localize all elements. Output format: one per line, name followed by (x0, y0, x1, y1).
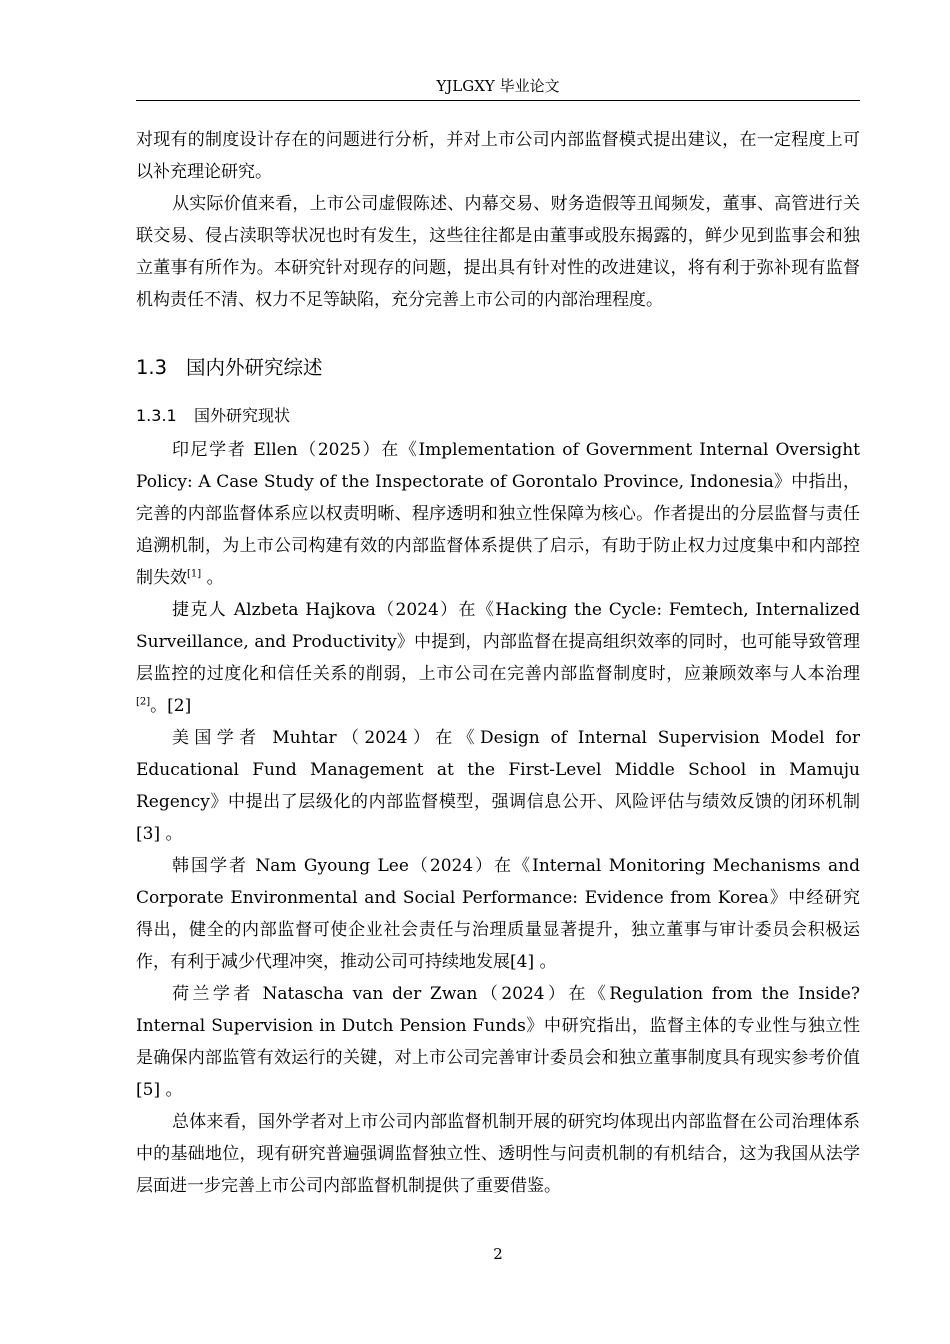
paragraph-summary: 总体来看，国外学者对上市公司内部监督机制开展的研究均体现出内部监督在公司治理体系中的基础地位，现有研究普遍强调监督独立性、透明性与问责机制的有机结合，这为我国从法学层面进一步完善上市公司内部监督机制提供了重要借鉴。 (136, 1112, 860, 1196)
page-header: YJLGXY 毕业论文 (436, 77, 560, 95)
citation-1: [1] (187, 568, 202, 580)
citation-2: [2] (136, 696, 151, 708)
document-body (136, 124, 860, 1202)
paragraph-ellen-tail: 。 (201, 568, 224, 588)
section-number: 1.3 (136, 356, 168, 379)
paragraph-ellen (136, 434, 860, 594)
section-heading (136, 354, 860, 382)
paragraph-ellen-text: 印尼学者 Ellen（2025）在《Implementation of Government Internal Oversight Policy: A Case Study of the Inspectorate of Gorontalo Province, Indonesia》中指出，完善的内部监督体系应以权责明晰、程序透明和独立性保障为核心。作者提出的分层监督与责任追溯机制，为上市公司构建有效的内部监督体系提供了启示，有助于防止权力过度集中和内部控制失效 (136, 440, 860, 588)
subsection-heading (136, 402, 860, 430)
paragraph-intro-continued: 对现有的制度设计存在的问题进行分析，并对上市公司内部监督模式提出建议，在一定程度上可以补充理论研究。 (136, 130, 860, 182)
paragraph-practical-value: 从实际价值来看，上市公司虚假陈述、内幕交易、财务造假等丑闻频发，董事、高管进行关联交易、侵占渎职等状况也时有发生，这些往往都是由董事或股东揭露的，鲜少见到监事会和独立董事有所作为。本研究针对现存的问题，提出具有针对性的改进建议，将有利于弥补现有监督机构责任不清、权力不足等缺陷，充分完善上市公司的内部治理程度。 (136, 194, 860, 310)
paragraph-hajkova-text: 捷克人 Alzbeta Hajkova（2024）在《Hacking the Cycle: Femtech, Internalized Surveillance, and Productivity》中提到，内部监督在提高组织效率的同时，也可能导致管理层监控的过度化和信任关系的削弱，上市公司在完善内部监督制度时，应兼顾效率与人本治理 (136, 600, 860, 684)
header-divider (136, 100, 860, 101)
paragraph-van-der-zwan: 荷兰学者 Natascha van der Zwan（2024）在《Regulation from the Inside? Internal Supervision in Dutch Pension Funds》中研究指出，监督主体的专业性与独立性是确保内部监管有效运行的关键，对上市公司完善审计委员会和独立董事制度具有现实参考价值[5] 。 (136, 984, 860, 1100)
paragraph-hajkova (136, 594, 860, 722)
paragraph-nam-gyoung-lee: 韩国学者 Nam Gyoung Lee（2024）在《Internal Monitoring Mechanisms and Corporate Environmental and Social Performance: Evidence from Korea》中经研究得出，健全的内部监督可使企业社会责任与治理质量显著提升，独立董事与审计委员会积极运作，有利于减少代理冲突，推动公司可持续地发展[4] 。 (136, 856, 860, 972)
page-number: 2 (493, 1245, 503, 1263)
subsection-title: 国外研究现状 (194, 406, 291, 425)
paragraph-muhtar: 美国学者 Muhtar（2024）在《Design of Internal Supervision Model for Educational Fund Management at the First-Level Middle School in Mamuju Regency》中提出了层级化的内部监督模型，强调信息公开、风险评估与绩效反馈的闭环机制[3] 。 (136, 728, 860, 844)
section-title: 国内外研究综述 (186, 356, 323, 379)
paragraph-hajkova-tail: 。[2] (150, 696, 192, 716)
subsection-number: 1.3.1 (136, 406, 177, 425)
